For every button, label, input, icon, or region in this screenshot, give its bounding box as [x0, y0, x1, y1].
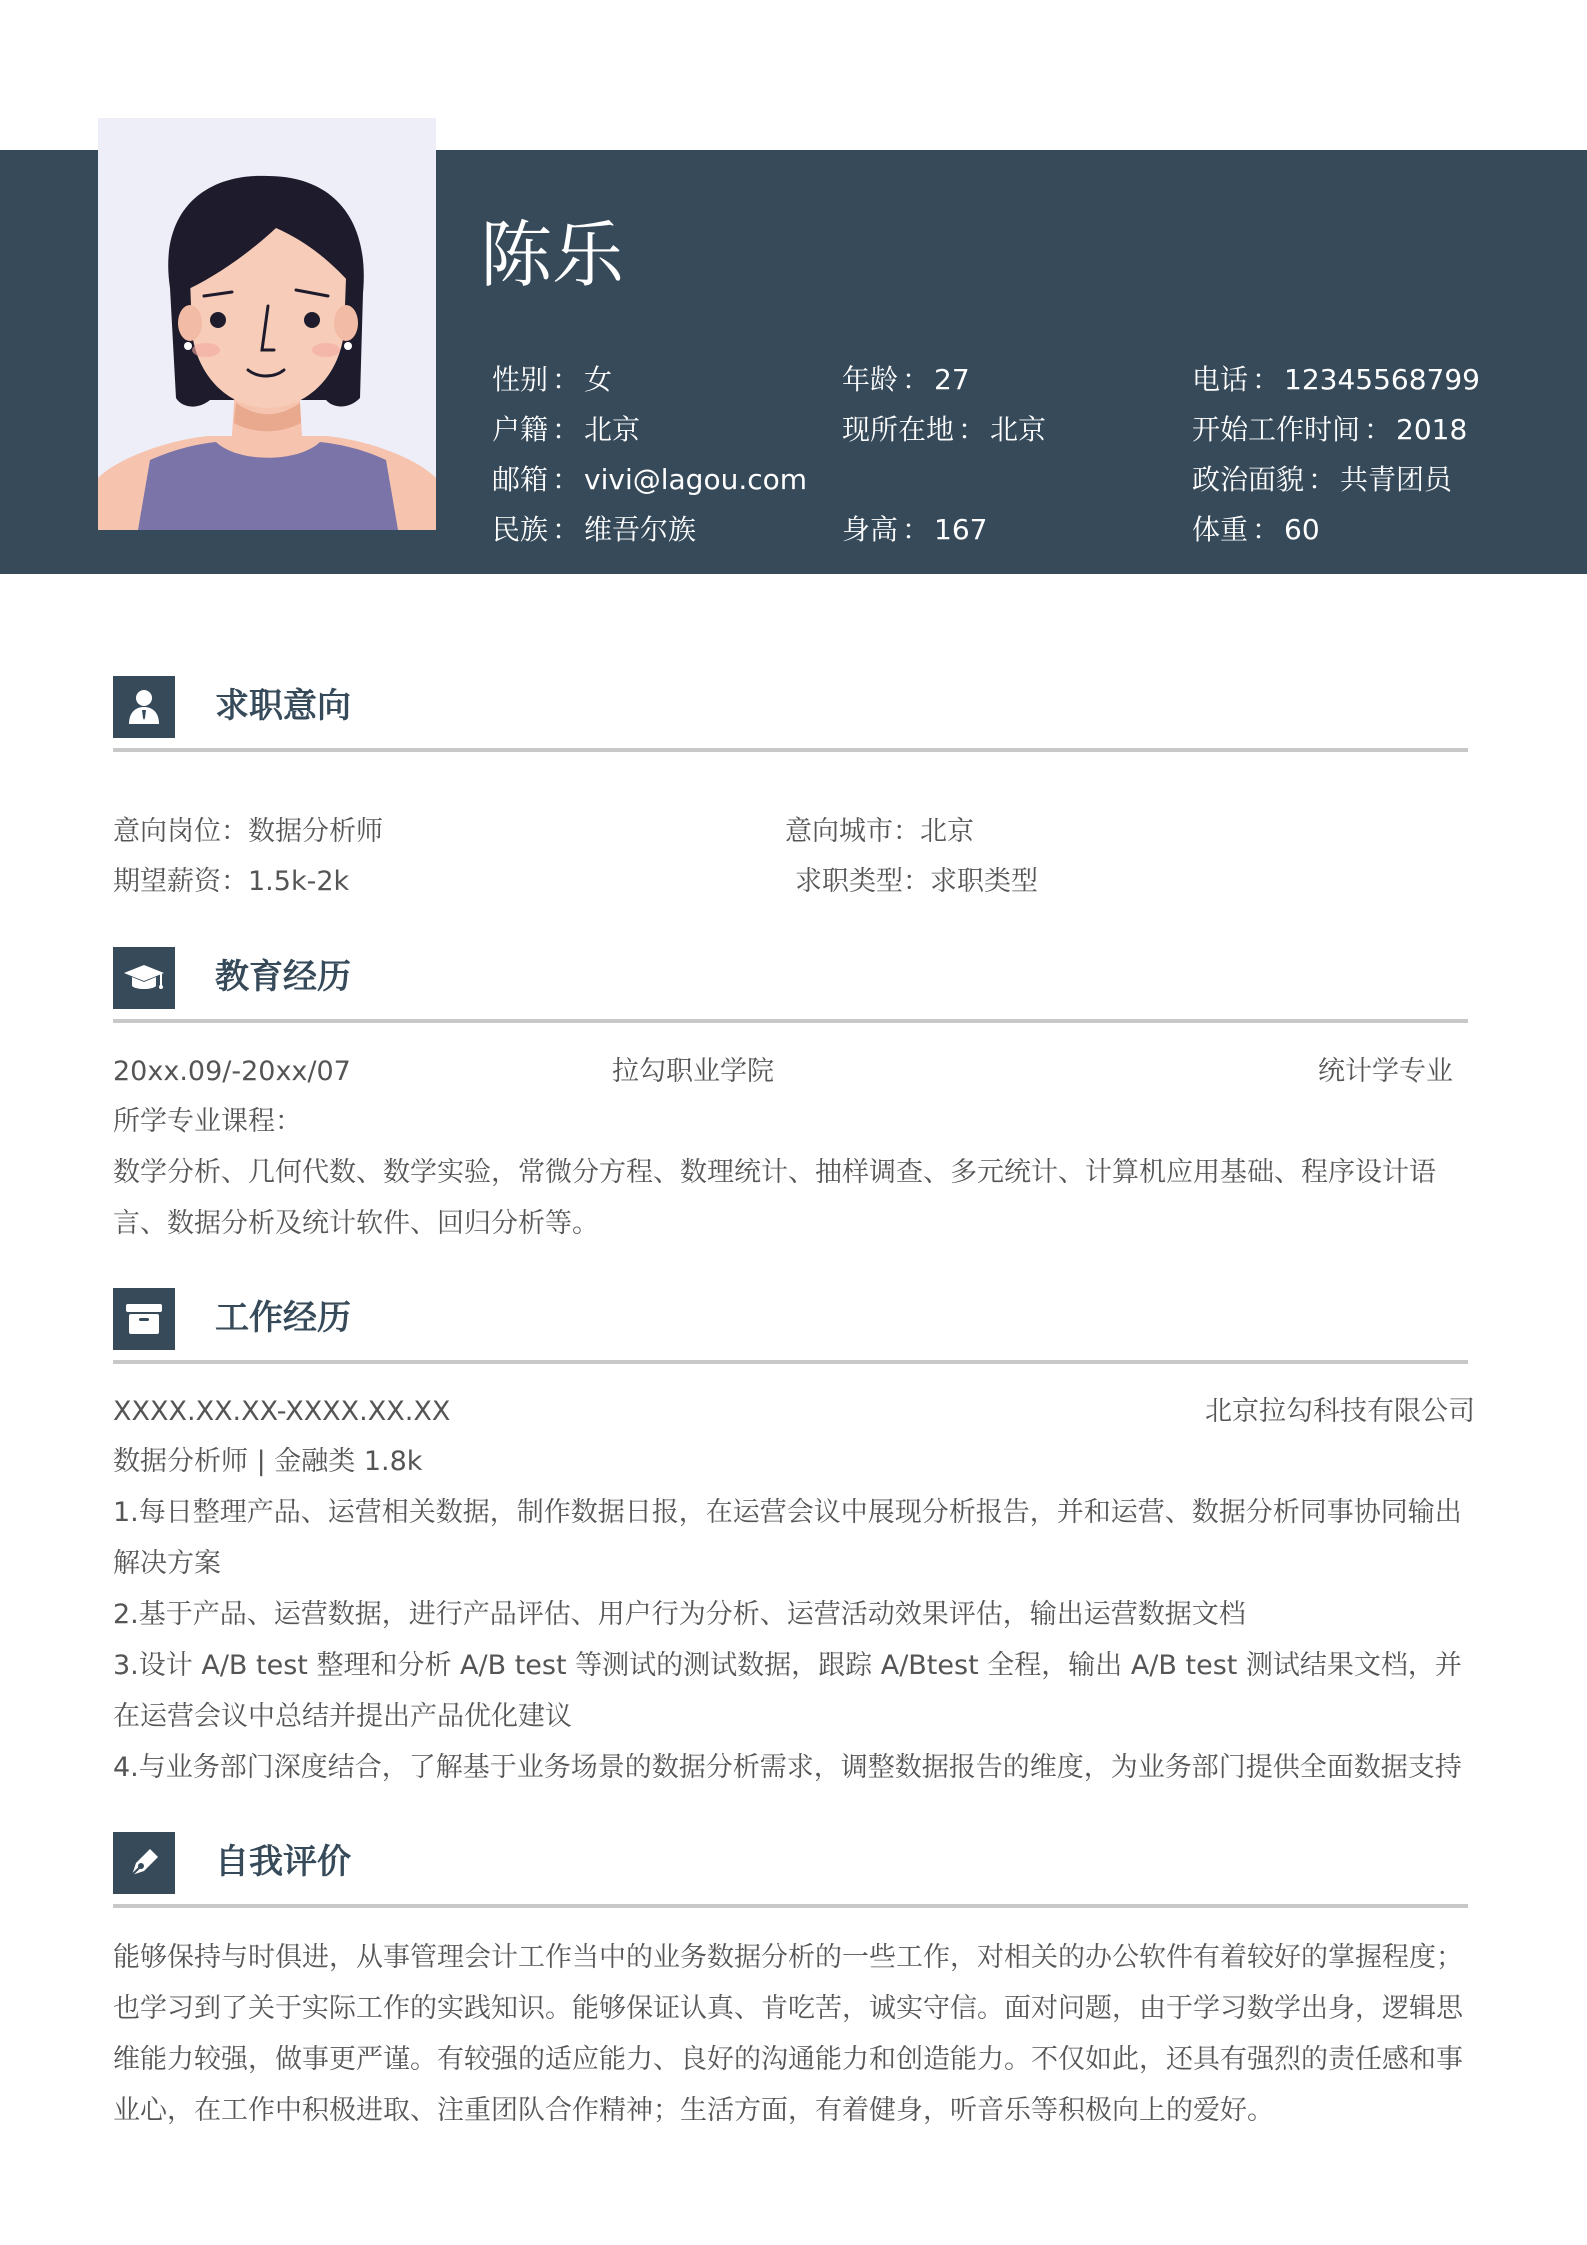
- info-age-label: 年龄: [842, 363, 899, 396]
- info-politics-value: 共青团员: [1340, 463, 1453, 496]
- info-phone-label: 电话: [1192, 363, 1249, 396]
- graduation-cap-icon: [113, 947, 175, 1009]
- intent-job-type: 求职类型：求职类型: [795, 866, 1038, 897]
- section-work-title: 工作经历: [215, 1298, 351, 1338]
- info-weight-value: 60: [1284, 513, 1320, 546]
- work-role-line: 数据分析师 | 金融类 1.8k: [113, 1446, 423, 1477]
- info-politics: 政治面貌 ： 共青团员: [1192, 463, 1453, 496]
- info-start-work: 开始工作时间 ： 2018: [1192, 413, 1468, 446]
- intent-city-value: 北京: [920, 816, 974, 847]
- work-duty-item: 1.每日整理产品、运营相关数据，制作数据日报，在运营会议中展现分析报告，并和运营、数据分析同事协同输出解决方案: [113, 1497, 1462, 1579]
- info-gender-label: 性别: [492, 363, 549, 396]
- work-period: XXXX.XX.XX-XXXX.XX.XX: [113, 1396, 451, 1427]
- work-duties: [113, 1487, 1483, 1793]
- info-start-work-value: 2018: [1396, 413, 1468, 446]
- info-weight-label: 体重: [1192, 513, 1249, 546]
- section-work-header: [113, 1288, 1468, 1358]
- section-education-title: 教育经历: [215, 957, 351, 997]
- info-ethnicity: 民族 ： 维吾尔族: [492, 513, 697, 546]
- intent-position: 意向岗位：数据分析师: [113, 816, 383, 847]
- info-politics-label: 政治面貌: [1192, 463, 1305, 496]
- info-hukou-label: 户籍: [492, 413, 549, 446]
- intent-city-label: 意向城市: [785, 816, 893, 847]
- section-divider: [113, 1019, 1468, 1023]
- self-eval-paragraph: 能够保持与时俱进，从事管理会计工作当中的业务数据分析的一些工作，对相关的办公软件有着较好的掌握程度；也学习到了关于实际工作的实践知识。能够保证认真、肯吃苦，诚实守信。面对问题，由于学习数学出身，逻辑思维能力较强，做事更严谨。有较强的适应能力、良好的沟通能力和创造能力。不仅如此，还具有强烈的责任感和事业心，在工作中积极进取、注重团队合作精神；生活方面，有着健身，听音乐等积极向上的爱好。: [113, 1942, 1463, 2126]
- info-phone: 电话 ： 12345568799: [1192, 363, 1480, 396]
- intent-salary: 期望薪资：1.5k-2k: [113, 866, 350, 897]
- avatar: [98, 118, 436, 530]
- intent-job-type-label: 求职类型: [795, 866, 903, 897]
- education-courses-label: 所学专业课程：: [113, 1106, 302, 1137]
- info-age-value: 27: [934, 363, 970, 396]
- section-intent-header: [113, 676, 1468, 746]
- section-self-eval-title: 自我评价: [215, 1842, 351, 1882]
- intent-salary-value: 1.5k-2k: [248, 866, 350, 897]
- info-height-value: 167: [934, 513, 988, 546]
- info-height-label: 身高: [842, 513, 899, 546]
- work-company: 北京拉勾科技有限公司: [1205, 1396, 1475, 1427]
- info-email-label: 邮箱: [492, 463, 549, 496]
- info-hukou: 户籍 ： 北京: [492, 413, 641, 446]
- info-hukou-value: 北京: [584, 413, 641, 446]
- work-duty-item: 4.与业务部门深度结合，了解基于业务场景的数据分析需求，调整数据报告的维度，为业务部门提供全面数据支持: [113, 1752, 1462, 1783]
- avatar-illustration: [98, 118, 436, 530]
- candidate-name: 陈乐: [480, 213, 625, 297]
- section-self-eval-header: [113, 1832, 1468, 1902]
- section-divider: [113, 1904, 1468, 1908]
- info-age: 年龄 ： 27: [842, 363, 970, 396]
- self-eval-text: [113, 1932, 1483, 2136]
- info-ethnicity-value: 维吾尔族: [584, 513, 697, 546]
- info-location-value: 北京: [990, 413, 1047, 446]
- education-courses-text: 数学分析、几何代数、数学实验，常微分方程、数理统计、抽样调查、多元统计、计算机应用基础、程序设计语言、数据分析及统计软件、回归分析等。: [113, 1157, 1436, 1239]
- education-major: 统计学专业: [1318, 1056, 1453, 1087]
- section-divider: [113, 748, 1468, 752]
- intent-city: 意向城市：北京: [785, 816, 974, 847]
- info-gender-value: 女: [584, 363, 613, 396]
- intent-position-value: 数据分析师: [248, 816, 383, 847]
- work-duty-item: 3.设计 A/B test 整理和分析 A/B test 等测试的测试数据，跟踪 A/Btest 全程，输出 A/B test 测试结果文档，并在运营会议中总结并提出产品优化建议: [113, 1650, 1462, 1732]
- education-courses: [113, 1147, 1483, 1249]
- section-intent-title: 求职意向: [215, 686, 351, 726]
- info-location: 现所在地 ： 北京: [842, 413, 1047, 446]
- briefcase-icon: [113, 1288, 175, 1350]
- intent-position-label: 意向岗位: [113, 816, 221, 847]
- info-weight: 体重 ： 60: [1192, 513, 1320, 546]
- section-divider: [113, 1360, 1468, 1364]
- education-period: 20xx.09/-20xx/07: [113, 1056, 351, 1087]
- intent-salary-label: 期望薪资: [113, 866, 221, 897]
- intent-job-type-value: 求职类型: [930, 866, 1038, 897]
- education-school: 拉勾职业学院: [612, 1056, 774, 1087]
- info-start-work-label: 开始工作时间: [1192, 413, 1361, 446]
- info-location-label: 现所在地: [842, 413, 955, 446]
- info-ethnicity-label: 民族: [492, 513, 549, 546]
- work-duty-item: 2.基于产品、运营数据，进行产品评估、用户行为分析、运营活动效果评估，输出运营数据文档: [113, 1599, 1246, 1630]
- section-education-header: [113, 947, 1468, 1017]
- pen-icon: [113, 1832, 175, 1894]
- info-phone-value: 12345568799: [1284, 363, 1480, 396]
- info-email-value: vivi@lagou.com: [584, 463, 808, 496]
- person-icon: [113, 676, 175, 738]
- info-height: 身高 ： 167: [842, 513, 988, 546]
- info-email: 邮箱 ： vivi@lagou.com: [492, 463, 808, 496]
- info-gender: 性别 ： 女: [492, 363, 613, 396]
